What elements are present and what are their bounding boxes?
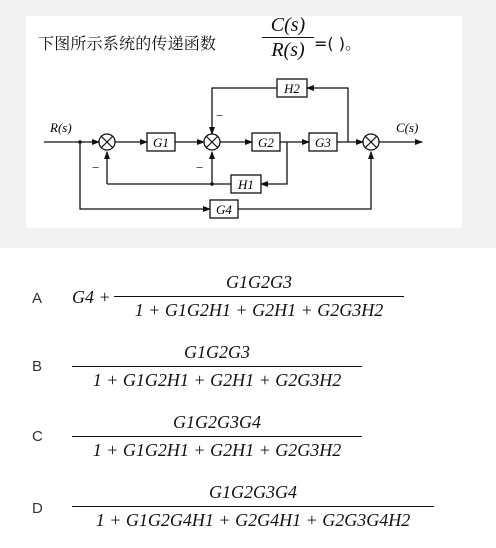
option-b-bar [72, 366, 362, 367]
block-g4-label: G4 [216, 202, 232, 217]
option-b-numerator: G1G2G3 [184, 342, 250, 362]
option-a-fraction [114, 270, 404, 322]
option-d-letter: D [32, 500, 43, 517]
g4-feedforward-path [80, 142, 210, 209]
output-label: C(s) [396, 120, 419, 135]
fraction-denominator: R(s) [271, 39, 305, 61]
option-a-bar [114, 296, 404, 297]
option-c-numerator: G1G2G3G4 [173, 412, 261, 432]
question-panel [0, 0, 496, 248]
minus-sign-h1-right: − [196, 160, 204, 175]
block-g3-label: G3 [315, 135, 331, 150]
option-d-denominator: 1 + G1G2G4H1 + G2G4H1 + G2G3G4H2 [95, 510, 411, 530]
option-a-prefix: G4 + [72, 287, 111, 307]
option-c-bar [72, 436, 362, 437]
fraction-numerator: C(s) [270, 14, 306, 36]
transfer-function-fraction [262, 14, 314, 61]
minus-sign-h1-left: − [92, 160, 100, 175]
block-g2-label: G2 [258, 135, 274, 150]
option-d-fraction [72, 480, 434, 532]
block-h1-label: H1 [238, 177, 254, 192]
input-label: R(s) [50, 120, 72, 135]
option-c-denominator: 1 + G1G2H1 + G2H1 + G2G3H2 [92, 440, 342, 460]
block-g1-label: G1 [153, 135, 169, 150]
option-a-numerator: G1G2G3 [226, 272, 292, 292]
option-b-letter: B [32, 358, 43, 375]
option-b-fraction [72, 340, 362, 392]
option-c-letter: C [32, 428, 43, 445]
option-d-numerator: G1G2G3G4 [209, 482, 297, 502]
block-diagram [30, 62, 430, 228]
minus-sign-h2: − [216, 108, 224, 123]
option-b[interactable] [0, 340, 496, 402]
question-text: 下图所示系统的传递函数 [38, 34, 217, 53]
option-d[interactable] [0, 480, 496, 542]
option-b-denominator: 1 + G1G2H1 + G2H1 + G2G3H2 [92, 370, 342, 390]
option-a[interactable] [0, 270, 496, 332]
option-a-denominator: 1 + G1G2H1 + G2H1 + G2G3H2 [134, 300, 384, 320]
option-c-fraction [72, 410, 362, 462]
fraction-bar [262, 37, 314, 38]
option-c[interactable] [0, 410, 496, 472]
option-d-bar [72, 506, 434, 507]
option-a-letter: A [32, 290, 43, 307]
question-suffix: =( )。 [314, 34, 361, 53]
block-h2-label: H2 [284, 81, 300, 96]
